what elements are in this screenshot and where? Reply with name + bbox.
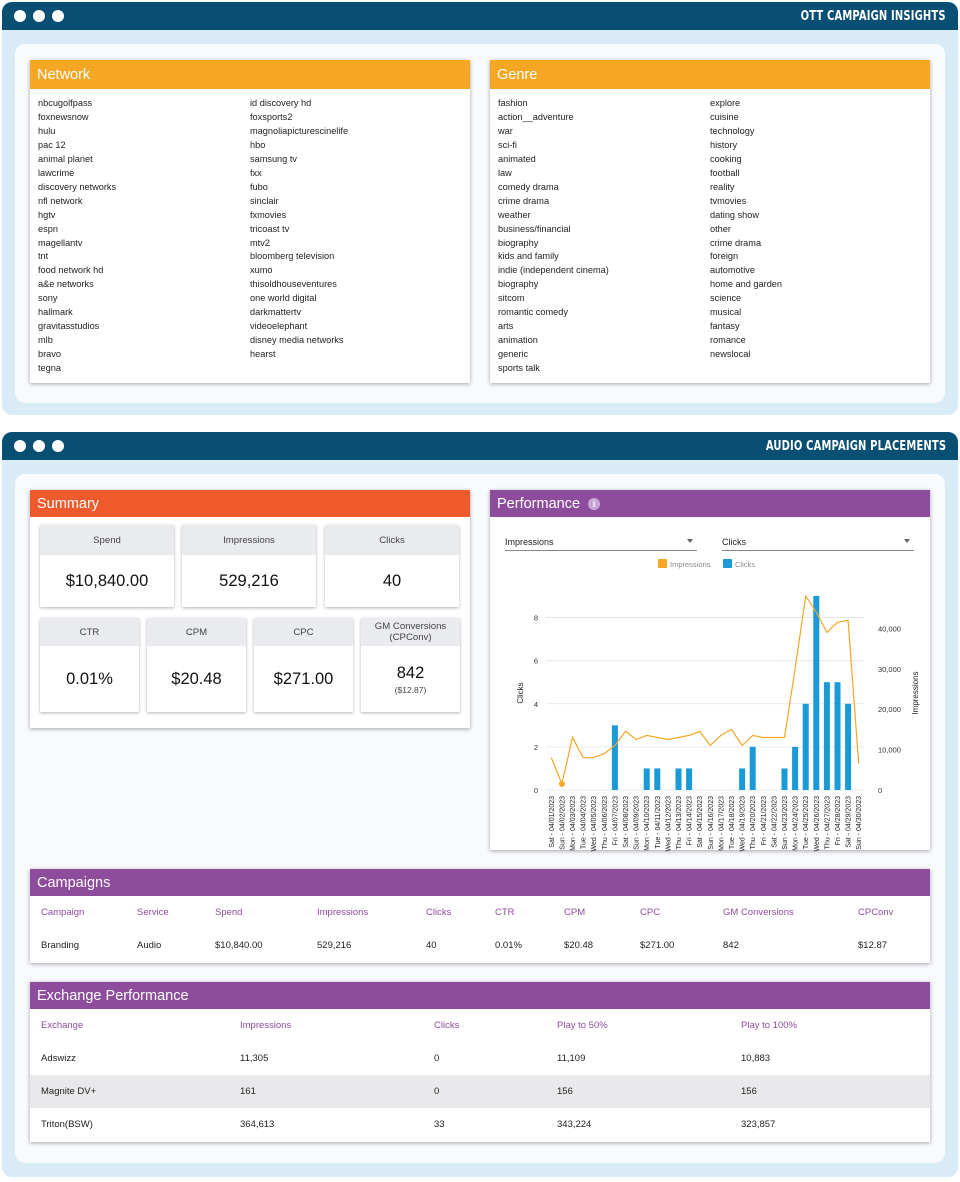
list-item: hbo [250,139,266,150]
table-header-row [30,896,930,929]
table-cell: Branding [41,940,80,951]
window-dot-icon[interactable] [52,440,64,452]
table-cell: $12.87 [858,940,888,951]
impressions-metric-dropdown[interactable] [505,533,697,551]
x-tick-label: Tue - 04/11/2023 [654,796,662,849]
table-cell: Magnite DV+ [41,1086,97,1097]
list-item: war [498,125,513,136]
list-item: biography [498,279,539,290]
table-cell: 529,216 [317,940,352,951]
summary-card-title: Summary [30,490,470,517]
y-tick-label-left: 0 [533,786,538,795]
list-item: mtv2 [250,237,270,248]
column-header[interactable]: Spend [215,907,243,918]
list-item: reality [710,181,735,192]
list-item: arts [498,321,514,332]
list-item: action__adventure [498,111,574,122]
tile-label: GM Conversions (CPConv) [361,618,460,646]
x-tick-label: Sat - 04/01/2023 [548,796,556,848]
spend-tile [40,525,174,607]
legend-label: Clicks [735,560,755,569]
list-item: sports talk [498,363,540,374]
table-cell: 161 [240,1086,256,1097]
summary-card [30,490,470,728]
x-tick-label: Sat - 04/08/2023 [623,796,630,848]
list-item: mlb [38,335,53,346]
list-item: fantasy [710,321,740,332]
ott-content [15,44,945,403]
legend-label: Impressions [670,560,711,569]
tile-value: 40 [382,571,402,590]
list-item: magellantv [38,237,83,248]
bar-clicks [824,682,830,790]
tile-value: $20.48 [171,669,222,688]
table-cell: Triton(BSW) [41,1119,93,1130]
list-item: one world digital [250,293,317,304]
list-item: newslocal [710,349,751,360]
window-controls [14,10,64,22]
list-item: animation [498,335,538,346]
window-dot-icon[interactable] [33,10,45,22]
tile-label: Clicks [325,525,459,555]
x-tick-label: Thu - 04/06/2023 [601,796,609,850]
table-cell: 364,613 [240,1119,275,1130]
table-cell: 33 [434,1119,445,1130]
network-card [30,60,470,383]
table-cell: Audio [137,940,162,951]
column-header[interactable]: Impressions [240,1020,292,1031]
list-item: biography [498,237,539,248]
table-cell: 11,109 [557,1053,586,1064]
list-item: id discovery hd [250,98,312,108]
column-header[interactable]: Campaign [41,907,85,918]
x-tick-label: Thu - 04/20/2023 [750,796,758,850]
list-item: romantic comedy [498,307,568,318]
bar-clicks [612,725,618,790]
network-list-column [250,97,462,376]
legend-swatch-impressions [658,559,667,568]
y-axis-label-left: Clicks [516,682,525,704]
ott-titlebar [2,2,958,30]
bar-clicks [813,596,819,790]
list-item: football [710,167,740,178]
x-tick-label: Sun - 04/09/2023 [633,796,641,850]
table-cell: Adswizz [41,1053,76,1064]
x-tick-label: Thu - 04/27/2023 [824,796,832,850]
list-item: nbcugolfpass [38,98,93,108]
bar-clicks [792,747,798,790]
table-row [30,929,930,962]
cpm-tile [147,618,246,712]
x-tick-label: Fri - 04/07/2023 [612,796,620,846]
campaigns-card-title: Campaigns [30,869,930,896]
list-item: foreign [710,251,739,262]
list-item: a&e networks [38,279,94,290]
x-tick-label: Sun - 04/23/2023 [782,796,789,850]
network-list-column [38,97,250,376]
tile-value: 842 [396,663,425,682]
tile-label: CPM [147,618,246,646]
window-dot-icon[interactable] [33,440,45,452]
table-cell: 10,883 [741,1053,771,1064]
table-header-row [30,1009,930,1042]
chevron-down-icon [687,539,693,543]
window-title: AUDIO CAMPAIGN PLACEMENTS [765,438,946,454]
list-item: pac 12 [38,139,66,150]
performance-card-header [490,490,930,517]
list-item: crime drama [710,237,762,248]
x-tick-label: Tue - 04/04/2023 [580,796,588,850]
list-item: sinclair [250,195,279,206]
x-tick-label: Mon - 04/24/2023 [792,796,800,851]
table-cell: 343,224 [557,1119,592,1130]
cpc-tile [254,618,353,712]
list-item: food network hd [38,265,104,276]
x-tick-label: Sun - 04/30/2023 [856,796,864,850]
y-tick-label-right: 20,000 [878,705,901,715]
list-item: tnt [38,251,49,262]
y-tick-label-left: 2 [533,742,538,752]
genre-list-column [498,97,710,376]
list-item: sci-fi [498,139,517,150]
network-list [30,89,470,376]
column-header[interactable]: Exchange [41,1020,84,1031]
clicks-metric-dropdown[interactable] [722,533,914,551]
tile-value: 529,216 [219,571,279,590]
list-item: kids and family [498,251,559,262]
list-item: bloomberg television [250,251,335,262]
tile-subvalue: ($12.87) [394,684,427,695]
info-icon[interactable]: i [588,498,600,510]
y-tick-label-right: 30,000 [878,664,901,674]
list-item: comedy drama [498,181,559,192]
list-item: tvmovies [710,195,747,206]
tile-label: Spend [40,525,174,555]
ott-campaign-window [2,2,958,415]
table-cell: 156 [741,1086,757,1097]
y-tick-label-right: 0 [878,786,883,795]
campaigns-table [30,896,930,962]
gm-conversions-tile [361,618,460,712]
x-tick-label: Mon - 04/10/2023 [644,796,652,851]
list-item: automotive [710,265,755,276]
highlight-point [559,781,565,787]
y-tick-label-left: 4 [533,699,538,709]
list-item: technology [710,125,755,136]
list-item: fashion [498,98,528,108]
list-item: hgtv [38,209,56,220]
list-item: espn [38,223,58,234]
performance-card-title: Performance [497,495,581,512]
exchange-table [30,1009,930,1141]
list-item: generic [498,349,529,360]
x-tick-label: Sun - 04/16/2023 [707,796,715,850]
list-item: cuisine [710,111,739,122]
legend-swatch-clicks [723,559,732,568]
column-header[interactable]: Impressions [317,907,369,918]
table-cell: 842 [723,940,739,951]
chevron-down-icon [904,539,910,543]
window-dot-icon[interactable] [14,440,26,452]
bar-clicks [845,704,851,790]
list-item: law [498,167,512,178]
clicks-tile [325,525,459,607]
table-row [30,1042,930,1075]
x-tick-label: Wed - 04/12/2023 [665,796,673,852]
x-tick-label: Wed - 04/05/2023 [591,796,599,852]
tile-label: CPC [254,618,353,646]
audio-campaign-window [2,432,958,1177]
column-header[interactable]: CPC [640,907,661,918]
exchange-performance-card [30,982,930,1142]
window-controls [14,440,64,452]
list-item: other [710,223,731,234]
ctr-tile [40,618,139,712]
bar-clicks [654,768,660,790]
impressions-tile [182,525,316,607]
list-item: fubo [250,181,268,192]
genre-card [490,60,930,383]
table-cell: 0.01% [495,940,522,951]
genre-list-column [710,97,922,376]
list-item: romance [710,335,746,346]
genre-list [490,89,930,376]
column-header[interactable]: Clicks [426,907,452,918]
bar-clicks [739,768,745,790]
column-header[interactable]: CTR [495,907,515,918]
table-cell: 0 [434,1086,440,1097]
performance-card [490,490,930,850]
list-item: gravitasstudios [38,321,100,332]
list-item: nfl network [38,195,83,206]
line-impressions [551,596,858,784]
x-tick-label: Sat - 04/29/2023 [845,796,853,848]
table-cell: 11,305 [240,1053,269,1064]
x-tick-label: Sat - 04/22/2023 [771,796,779,848]
y-tick-label-right: 40,000 [878,624,901,634]
x-tick-label: Wed - 04/19/2023 [739,796,747,852]
list-item: musical [710,307,742,318]
x-tick-label: Wed - 04/26/2023 [813,796,821,852]
column-header[interactable]: Service [137,907,169,918]
audio-titlebar [2,432,958,460]
x-tick-label: Sun - 04/02/2023 [559,796,567,850]
list-item: bravo [38,349,61,360]
x-tick-label: Mon - 04/17/2023 [718,796,726,851]
x-tick-label: Mon - 04/03/2023 [570,796,577,851]
list-item: hulu [38,125,56,136]
bar-clicks [644,768,650,790]
bar-clicks [686,768,692,790]
list-item: xumo [250,265,273,276]
list-item: samsung tv [250,153,297,164]
list-item: dating show [710,209,760,220]
genre-card-title: Genre [490,60,930,89]
list-item: history [710,139,738,150]
list-item: animal planet [38,153,93,164]
dropdown-value: Impressions [505,536,554,547]
list-item: cooking [710,153,742,164]
list-item: darkmattertv [250,307,302,318]
table-cell: $10,840.00 [215,940,263,951]
table-row [30,1108,930,1141]
table-row [30,1075,930,1108]
table-cell: 156 [557,1086,573,1097]
tile-value: 0.01% [66,669,113,688]
list-item: explore [710,98,741,108]
tile-label: Impressions [182,525,316,555]
list-item: hearst [250,349,276,360]
list-item: thisoldhouseventures [250,279,337,290]
column-header[interactable]: Play to 50% [557,1020,608,1031]
table-cell: $20.48 [564,940,594,951]
list-item: business/financial [498,223,571,234]
exchange-card-title: Exchange Performance [30,982,930,1009]
list-item: science [710,293,742,304]
dropdown-value: Clicks [722,536,746,547]
y-tick-label-left: 6 [533,656,538,666]
tile-value: $271.00 [273,669,334,688]
table-cell: 40 [426,940,437,951]
list-item: fxx [250,167,262,178]
list-item: fxmovies [250,209,287,220]
bar-clicks [835,682,841,790]
column-header[interactable]: Clicks [434,1020,460,1031]
list-item: tricoast tv [250,223,290,234]
list-item: crime drama [498,195,550,206]
audio-content [15,474,945,1163]
x-tick-label: Thu - 04/13/2023 [676,796,683,850]
tile-label: CTR [40,618,139,646]
table-cell: 323,857 [741,1119,776,1130]
table-cell: 0 [434,1053,440,1064]
x-tick-label: Tue - 04/18/2023 [729,796,736,850]
y-axis-label-right: Impressions [911,671,920,715]
bar-clicks [782,768,788,790]
campaigns-card [30,869,930,963]
window-dot-icon[interactable] [14,10,26,22]
list-item: disney media networks [250,335,344,346]
tile-value: $10,840.00 [65,571,149,590]
list-item: sony [38,293,58,304]
list-item: magnoliapicturescinelife [250,125,349,136]
list-item: sitcom [498,293,525,304]
x-tick-label: Fri - 04/21/2023 [760,796,768,846]
table-cell: $271.00 [640,940,675,951]
x-tick-label: Fri - 04/28/2023 [835,796,842,846]
list-item: animated [498,153,536,164]
list-item: indie (independent cinema) [498,265,609,276]
performance-chart [490,556,930,856]
bar-clicks [676,768,682,790]
bar-clicks [803,704,809,790]
y-tick-label-left: 8 [533,613,538,623]
list-item: lawcrime [38,167,75,178]
column-header[interactable]: CPConv [858,907,894,918]
list-item: tegna [38,363,61,374]
column-header[interactable]: Play to 100% [741,1020,797,1031]
list-item: foxsports2 [250,111,293,122]
window-dot-icon[interactable] [52,10,64,22]
column-header[interactable]: CPM [564,907,586,918]
network-card-title: Network [30,60,470,89]
list-item: weather [498,209,531,220]
x-tick-label: Fri - 04/14/2023 [686,796,694,846]
list-item: discovery networks [38,181,117,192]
x-tick-label: Tue - 04/25/2023 [803,796,811,850]
bar-clicks [750,747,756,790]
column-header[interactable]: GM Conversions [723,907,794,918]
list-item: home and garden [710,279,783,290]
y-tick-label-right: 10,000 [878,745,901,755]
window-title: OTT CAMPAIGN INSIGHTS [800,8,946,24]
x-tick-label: Sat - 04/15/2023 [697,796,705,848]
list-item: foxnewsnow [38,111,89,122]
list-item: hallmark [38,307,73,318]
list-item: videoelephant [250,321,308,332]
